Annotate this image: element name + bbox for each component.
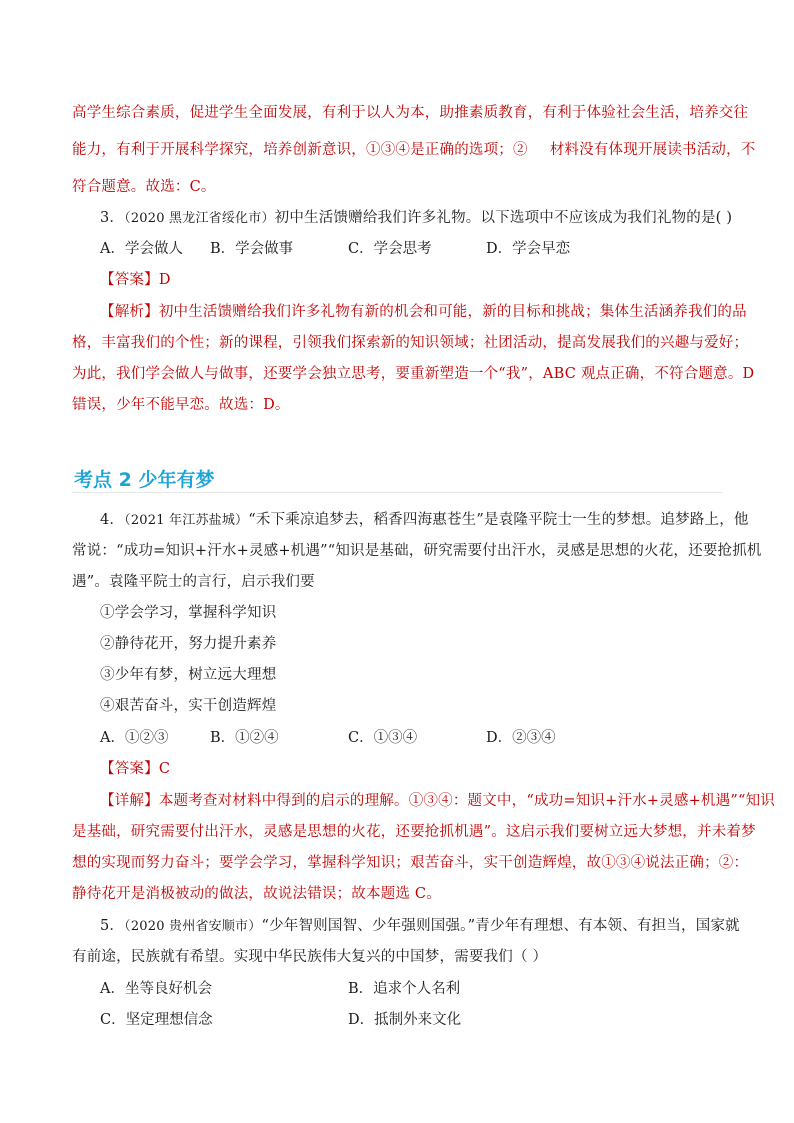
- question-5-text-1: “少年智则国智、少年强则国强。”青少年有理想、有本领、有担当，国家就: [261, 918, 740, 934]
- detail-text-red: ①③④: [408, 793, 453, 809]
- answer-label: 【答案】: [100, 272, 159, 288]
- question-3-option-d: D．学会早恋: [486, 241, 571, 257]
- question-4-option-a: A．①②③: [100, 730, 169, 746]
- section-divider: [72, 492, 722, 493]
- question-5-option-d: D．抵制外来文化: [348, 1012, 462, 1028]
- detail-text-first: 本题考查对材料中得到的启示的理解。: [158, 793, 409, 809]
- question-4-detail-line-2: 是基础，研究需要付出汗水，灵感是思想的火花，还要抢抓机遇”。这启示我们要树立远大梦想，并未着梦: [72, 824, 756, 840]
- section-heading: 考点 2 少年有梦: [74, 469, 215, 491]
- question-5-source: （2020 贵州省安顺市）: [124, 919, 262, 934]
- question-3-analysis-line-2: 格，丰富我们的个性；新的课程，引领我们探索新的知识领域；社团活动，提高发展我们的兴趣与爱好；: [72, 335, 749, 351]
- question-4-stem-line-3: 遇”。袁隆平院士的言行，启示我们要: [72, 574, 315, 590]
- question-4-option-b: B．①②④: [210, 730, 279, 746]
- question-4-item-4: ④艰苦奋斗，实干创造辉煌: [100, 698, 277, 714]
- question-4-text-1: “禾下乘凉追梦去，稻香四海惠苍生”是袁隆平院士一生的梦想。追梦路上，他: [248, 512, 749, 528]
- intro-line-2c: 材料没有体现开展读书活动，不: [549, 142, 756, 158]
- question-3-option-b: B．学会做事: [210, 241, 294, 257]
- question-5-option-b: B．追求个人名利: [348, 981, 461, 997]
- detail-text-rest: ：题文中，“成功=知识+汗水+灵感+机遇”“知识: [452, 793, 775, 809]
- question-4-answer: [100, 757, 170, 778]
- detail-label: 【详解】: [100, 793, 159, 809]
- question-3-stem: [100, 206, 732, 227]
- analysis-label: 【解析】: [100, 304, 159, 320]
- question-3-source: （2020 黑龙江省绥化市）: [124, 211, 275, 226]
- question-4-number: 4．: [100, 512, 125, 528]
- question-4-stem-line-1: [100, 508, 749, 529]
- question-3-analysis-line-1: [100, 300, 747, 321]
- answer-value: D: [158, 272, 171, 288]
- question-5-stem-line-2: 有前途，民族就有希望。实现中华民族伟大复兴的中国梦，需要我们（ ）: [72, 949, 548, 965]
- analysis-text-1: 初中生活馈赠给我们许多礼物有新的机会和可能，新的目标和挑战；集体生活涵养我们的品: [158, 304, 747, 320]
- answer-label: 【答案】: [100, 761, 159, 777]
- question-5-option-a: A．坐等良好机会: [100, 981, 212, 997]
- intro-line-2a: 能力，有利于开展科学探究，培养创新意识，①③④是正确的选项；: [72, 142, 513, 158]
- question-3-number: 3．: [100, 210, 125, 226]
- question-4-option-c: C．①③④: [348, 730, 418, 746]
- question-3-text: 初中生活馈赠给我们许多礼物。以下选项中不应该成为我们礼物的是( ): [274, 210, 733, 226]
- question-4-detail-line-1: [100, 789, 775, 810]
- question-3-answer: [100, 268, 171, 289]
- question-5-option-c: C．坚定理想信念: [100, 1012, 213, 1028]
- question-3-option-c: C．学会思考: [348, 241, 432, 257]
- question-3-analysis-line-4: 错误，少年不能早恋。故选：D。: [72, 397, 290, 413]
- intro-line-1: 高学生综合素质，促进学生全面发展，有利于以人为本，助推素质教育，有利于体验社会生活，培养交往: [72, 105, 749, 121]
- intro-line-2: [72, 138, 756, 159]
- question-4-source: （2021 年江苏盐城）: [124, 513, 249, 528]
- question-5-number: 5．: [100, 918, 125, 934]
- question-4-item-3: ③少年有梦，树立远大理想: [100, 667, 277, 683]
- question-4-stem-line-2: 常说：“成功=知识+汗水+灵感+机遇”“知识是基础，研究需要付出汗水，灵感是思想的火花，还要抢抓机: [72, 543, 762, 559]
- question-4-detail-line-3: 想的实现而努力奋斗；要学会学习，掌握科学知识；艰苦奋斗，实干创造辉煌，故①③④说法正确；②：: [72, 855, 749, 871]
- question-4-item-2: ②静待花开，努力提升素养: [100, 636, 277, 652]
- intro-line-3: 符合题意。故选：C。: [72, 179, 216, 195]
- question-4-item-1: ①学会学习，掌握科学知识: [100, 605, 277, 621]
- question-3-analysis-line-3: 为此，我们学会做人与做事，还要学会独立思考，要重新塑造一个“我”，ABC 观点正确，不符合题意。D: [72, 366, 755, 382]
- question-4-detail-line-4: 静待花开是消极被动的做法，故说法错误；故本题选 C。: [72, 886, 441, 902]
- question-4-option-d: D．②③④: [486, 730, 556, 746]
- question-5-stem-line-1: [100, 914, 740, 935]
- answer-value: C: [158, 761, 171, 777]
- question-3-option-a: A．学会做人: [100, 241, 183, 257]
- intro-line-2b: ②: [513, 142, 528, 158]
